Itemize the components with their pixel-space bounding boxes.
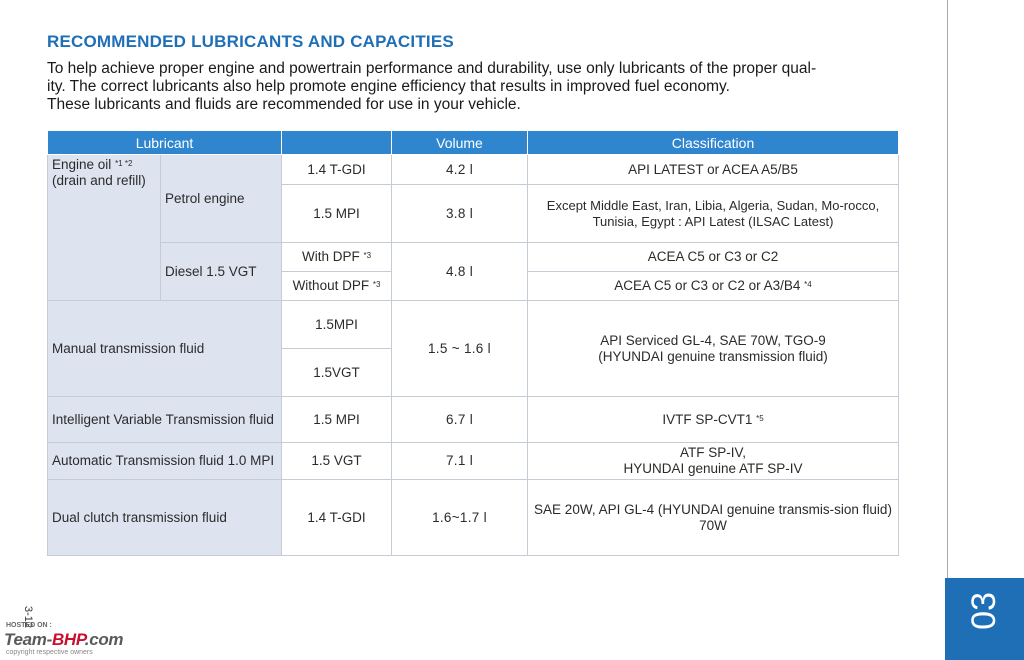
intro-line-1: To help achieve proper engine and powertrain performance and durability, use only lubricants of the proper qual- [47, 60, 817, 77]
manual-class-line-1: API Serviced GL-4, SAE 70W, TGO-9 [600, 332, 826, 348]
engine-oil-label: Engine oil [52, 157, 112, 172]
engine-cell: 1.4 T-GDI [282, 480, 392, 556]
header-engine [282, 131, 392, 155]
automatic-class-line-2: HYUNDAI genuine ATF SP-IV [623, 461, 803, 476]
classification-cell [528, 443, 899, 480]
ivt-label: Intelligent Variable Transmission fluid [48, 397, 282, 443]
lubricants-table [47, 130, 899, 556]
chapter-number: 03 [965, 592, 1003, 630]
engine-cell [282, 272, 392, 301]
volume-cell: 6.7 l [392, 397, 528, 443]
table-row [48, 397, 899, 443]
classification-cell: Except Middle East, Iran, Libia, Algeria, Sudan, Mo-rocco, Tunisia, Egypt : API Latest (ILSAC Latest) [528, 185, 899, 243]
with-dpf-label: With DPF [301, 249, 360, 264]
table-row [48, 155, 899, 185]
volume-cell: 3.8 l [392, 185, 528, 243]
chapter-tab [945, 578, 1024, 660]
table-header-row [48, 131, 899, 155]
classification-cell [528, 301, 899, 397]
engine-cell: 1.5VGT [282, 349, 392, 397]
manual-class-line-2: (HYUNDAI genuine transmission fluid) [598, 348, 828, 364]
ivt-classification: IVTF SP-CVT1 [662, 411, 753, 427]
engine-cell: 1.5 MPI [282, 397, 392, 443]
watermark-brand [4, 630, 123, 650]
classification-cell [528, 272, 899, 301]
engine-cell: 1.5 VGT [282, 443, 392, 480]
without-dpf-classification: ACEA C5 or C3 or C2 or A3/B4 [614, 278, 801, 293]
classification-cell: SAE 20W, API GL-4 (HYUNDAI genuine transmis-sion fluid) 70W [528, 480, 899, 556]
watermark-brand-c: .com [84, 630, 124, 649]
engine-cell: 1.5MPI [282, 301, 392, 349]
classification-cell: ACEA C5 or C3 or C2 [528, 243, 899, 272]
volume-cell: 7.1 l [392, 443, 528, 480]
intro-line-3: These lubricants and fluids are recommended for use in your vehicle. [47, 96, 521, 113]
volume-cell: 4.2 l [392, 155, 528, 185]
right-margin-rule [947, 0, 948, 578]
petrol-engine-label: Petrol engine [161, 155, 282, 243]
classification-cell: API LATEST or ACEA A5/B5 [528, 155, 899, 185]
diesel-engine-label: Diesel 1.5 VGT [161, 243, 282, 301]
watermark-hosted: HOSTED ON : [6, 622, 52, 629]
automatic-class-line-1: ATF SP-IV, [679, 445, 747, 460]
engine-cell [282, 243, 392, 272]
automatic-transmission-label: Automatic Transmission fluid 1.0 MPI [48, 443, 282, 480]
engine-oil-footnote: *1 *2 [115, 159, 133, 168]
table-row [48, 443, 899, 480]
page-title: RECOMMENDED LUBRICANTS AND CAPACITIES [47, 32, 454, 51]
watermark-copyright: copyright respective owners [6, 649, 93, 656]
header-volume: Volume [392, 131, 528, 155]
with-dpf-footnote: *3 [363, 251, 372, 260]
engine-cell: 1.5 MPI [282, 185, 392, 243]
table-row [48, 243, 899, 272]
engine-oil-sub-label: (drain and refill) [52, 173, 146, 188]
watermark-brand-a: Team- [4, 630, 52, 649]
table-row [48, 480, 899, 556]
header-lubricant: Lubricant [48, 131, 282, 155]
classification-cell [528, 397, 899, 443]
table-row [48, 301, 899, 349]
without-dpf-label: Without DPF [292, 278, 370, 293]
without-dpf-footnote: *3 [372, 280, 381, 289]
engine-oil-label-cell [48, 155, 161, 301]
manual-transmission-label: Manual transmission fluid [48, 301, 282, 397]
intro-text [47, 60, 907, 114]
engine-cell: 1.4 T-GDI [282, 155, 392, 185]
ivt-class-footnote: *5 [756, 413, 764, 423]
intro-line-2: ity. The correct lubricants also help promote engine efficiency that results in improved fuel economy. [47, 78, 730, 95]
volume-cell: 1.5 ~ 1.6 l [392, 301, 528, 397]
page-number: 3-12 [22, 606, 34, 629]
watermark-brand-b: BHP [51, 630, 85, 649]
volume-cell: 4.8 l [392, 243, 528, 301]
dual-clutch-label: Dual clutch transmission fluid [48, 480, 282, 556]
watermark-logo [4, 620, 194, 660]
without-dpf-class-footnote: *4 [804, 280, 812, 289]
volume-cell: 1.6~1.7 l [392, 480, 528, 556]
header-classification: Classification [528, 131, 899, 155]
